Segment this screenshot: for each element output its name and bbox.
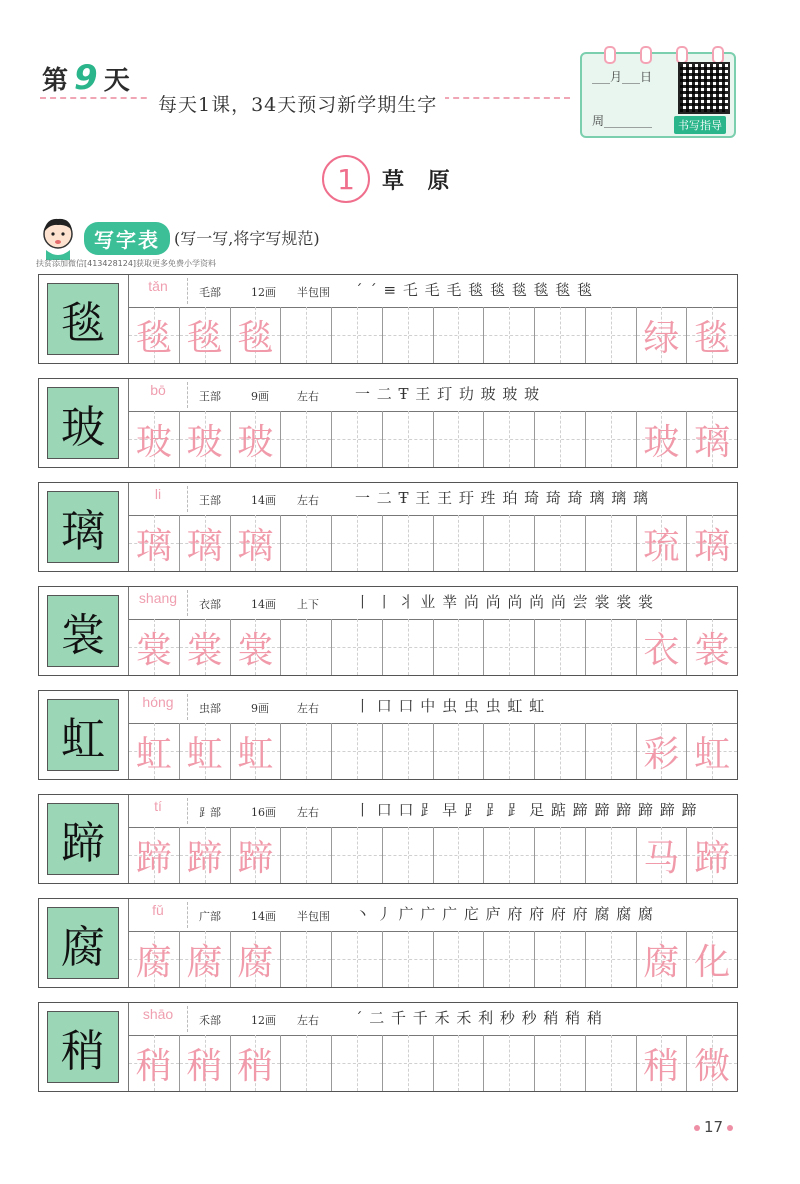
section-heading xyxy=(36,214,476,274)
trace-character: 腐 xyxy=(237,941,274,983)
practice-cell[interactable] xyxy=(383,723,434,779)
table-row xyxy=(38,482,738,572)
main-character: 虹 xyxy=(47,699,119,771)
practice-cell[interactable] xyxy=(129,827,180,883)
trace-character: 裳 xyxy=(237,629,274,671)
practice-grid xyxy=(128,931,737,987)
header-subtitle: 每天1课，34天预习新学期生字 xyxy=(150,90,445,117)
stroke-count: 16画 xyxy=(251,806,276,819)
stroke-order: 一 二 Ŧ 王 玎 玏 玻 玻 玻 xyxy=(355,385,541,403)
practice-cell[interactable] xyxy=(637,1035,688,1091)
practice-cell[interactable] xyxy=(637,723,688,779)
trace-character: 玻 xyxy=(186,421,223,463)
practice-cell[interactable] xyxy=(231,1035,282,1091)
structure-label: 左右 xyxy=(297,390,319,403)
date-box xyxy=(580,52,736,138)
radical-label: 虫部 xyxy=(199,702,221,715)
table-row xyxy=(38,794,738,884)
practice-cell[interactable] xyxy=(129,515,180,571)
practice-grid xyxy=(128,723,737,779)
structure-label: 半包围 xyxy=(297,910,330,923)
practice-grid xyxy=(128,411,737,467)
trace-character: 彩 xyxy=(643,733,680,775)
trace-character: 虹 xyxy=(186,733,223,775)
practice-cell[interactable] xyxy=(180,515,231,571)
practice-cell[interactable] xyxy=(281,619,332,675)
trace-character: 裳 xyxy=(135,629,172,671)
student-icon xyxy=(36,214,82,260)
character-info xyxy=(128,899,737,932)
practice-cell[interactable] xyxy=(484,1035,535,1091)
day-number: 9 xyxy=(74,58,98,98)
trace-character: 化 xyxy=(694,941,731,983)
practice-cell[interactable] xyxy=(484,827,535,883)
stroke-count: 14画 xyxy=(251,494,276,507)
practice-cell[interactable] xyxy=(383,307,434,363)
main-character: 毯 xyxy=(47,283,119,355)
practice-cell[interactable] xyxy=(231,723,282,779)
practice-cell[interactable] xyxy=(332,723,383,779)
trace-character: 璃 xyxy=(694,421,731,463)
pinyin-label: li xyxy=(129,486,188,512)
stroke-count: 14画 xyxy=(251,598,276,611)
practice-cell[interactable] xyxy=(281,307,332,363)
main-character: 璃 xyxy=(47,491,119,563)
trace-character: 玻 xyxy=(643,421,680,463)
practice-cell[interactable] xyxy=(129,931,180,987)
practice-cell[interactable] xyxy=(383,827,434,883)
practice-cell[interactable] xyxy=(180,1035,231,1091)
trace-character: 稍 xyxy=(237,1045,274,1087)
practice-grid xyxy=(128,1035,737,1091)
practice-cell[interactable] xyxy=(231,931,282,987)
trace-character: 裳 xyxy=(694,629,731,671)
pinyin-label: shāo xyxy=(129,1006,188,1032)
practice-cell[interactable] xyxy=(332,411,383,467)
weekday-field[interactable]: 周________ xyxy=(592,114,653,128)
practice-cell[interactable] xyxy=(332,515,383,571)
practice-cell[interactable] xyxy=(484,307,535,363)
character-info xyxy=(128,795,737,828)
practice-cell[interactable] xyxy=(383,619,434,675)
practice-cell[interactable] xyxy=(535,515,586,571)
practice-cell[interactable] xyxy=(281,827,332,883)
structure-label: 左右 xyxy=(297,702,319,715)
trace-character: 稍 xyxy=(643,1045,680,1087)
practice-cell[interactable] xyxy=(687,723,737,779)
trace-character: 蹄 xyxy=(135,837,172,879)
practice-cell[interactable] xyxy=(586,515,637,571)
stroke-count: 12画 xyxy=(251,1014,276,1027)
pinyin-label: shang xyxy=(129,590,188,616)
practice-cell[interactable] xyxy=(332,931,383,987)
trace-character: 毯 xyxy=(694,317,731,359)
trace-character: 稍 xyxy=(186,1045,223,1087)
pinyin-label: tǎn xyxy=(129,278,188,304)
trace-character: 虹 xyxy=(694,733,731,775)
lesson-number: 1 xyxy=(322,155,370,203)
main-character: 腐 xyxy=(47,907,119,979)
structure-label: 左右 xyxy=(297,806,319,819)
practice-cell[interactable] xyxy=(434,619,485,675)
trace-character: 玻 xyxy=(135,421,172,463)
practice-cell[interactable] xyxy=(586,411,637,467)
practice-cell[interactable] xyxy=(687,515,737,571)
trace-character: 蹄 xyxy=(186,837,223,879)
table-row xyxy=(38,898,738,988)
table-row xyxy=(38,378,738,468)
practice-cell[interactable] xyxy=(535,931,586,987)
practice-grid xyxy=(128,515,737,571)
trace-character: 腐 xyxy=(186,941,223,983)
practice-cell[interactable] xyxy=(687,619,737,675)
practice-cell[interactable] xyxy=(281,931,332,987)
practice-cell[interactable] xyxy=(484,723,535,779)
stroke-order: 丨 口 口 中 虫 虫 虫 虹 虹 xyxy=(355,697,546,715)
stroke-count: 12画 xyxy=(251,286,276,299)
character-info xyxy=(128,483,737,516)
practice-cell[interactable] xyxy=(687,827,737,883)
practice-cell[interactable] xyxy=(383,1035,434,1091)
practice-cell[interactable] xyxy=(281,723,332,779)
practice-cell[interactable] xyxy=(637,411,688,467)
practice-cell[interactable] xyxy=(180,931,231,987)
radical-label: 王部 xyxy=(199,390,221,403)
pinyin-label: bō xyxy=(129,382,188,408)
practice-cell[interactable] xyxy=(180,619,231,675)
practice-cell[interactable] xyxy=(637,619,688,675)
main-character: 玻 xyxy=(47,387,119,459)
structure-label: 左右 xyxy=(297,494,319,507)
lesson-heading xyxy=(322,155,458,203)
practice-cell[interactable] xyxy=(535,827,586,883)
practice-cell[interactable] xyxy=(129,1035,180,1091)
stroke-count: 9画 xyxy=(251,702,269,715)
practice-cell[interactable] xyxy=(586,619,637,675)
practice-cell[interactable] xyxy=(586,827,637,883)
trace-character: 毯 xyxy=(135,317,172,359)
practice-cell[interactable] xyxy=(434,723,485,779)
practice-cell[interactable] xyxy=(434,931,485,987)
practice-cell[interactable] xyxy=(637,827,688,883)
practice-cell[interactable] xyxy=(180,307,231,363)
table-row xyxy=(38,274,738,364)
character-info xyxy=(128,379,737,412)
practice-grid xyxy=(128,619,737,675)
trace-character: 蹄 xyxy=(694,837,731,879)
character-info xyxy=(128,275,737,308)
practice-cell[interactable] xyxy=(180,411,231,467)
trace-character: 蹄 xyxy=(237,837,274,879)
section-note: (写一写,将字写规范) xyxy=(174,229,320,248)
structure-label: 左右 xyxy=(297,1014,319,1027)
practice-cell[interactable] xyxy=(383,411,434,467)
practice-cell[interactable] xyxy=(180,723,231,779)
radical-label: 广部 xyxy=(199,910,221,923)
practice-cell[interactable] xyxy=(281,1035,332,1091)
character-info xyxy=(128,1003,737,1036)
practice-cell[interactable] xyxy=(281,411,332,467)
practice-cell[interactable] xyxy=(231,827,282,883)
dot-icon xyxy=(727,1125,733,1131)
qr-code-icon[interactable] xyxy=(678,62,730,114)
trace-character: 虹 xyxy=(237,733,274,775)
radical-label: 王部 xyxy=(199,494,221,507)
practice-cell[interactable] xyxy=(129,723,180,779)
character-info xyxy=(128,587,737,620)
practice-cell[interactable] xyxy=(484,515,535,571)
practice-cell[interactable] xyxy=(637,931,688,987)
trace-character: 虹 xyxy=(135,733,172,775)
trace-character: 毯 xyxy=(186,317,223,359)
practice-cell[interactable] xyxy=(129,307,180,363)
day-label xyxy=(42,58,130,98)
stroke-order: 丨 口 口 ⻊ 早 ⻊ ⻊ ⻊ 足 踮 蹄 蹄 蹄 蹄 蹄 蹄 xyxy=(355,801,698,819)
practice-cell[interactable] xyxy=(586,931,637,987)
practice-cell[interactable] xyxy=(484,619,535,675)
day-suffix: 天 xyxy=(103,66,130,96)
radical-label: ⻊部 xyxy=(199,806,221,819)
trace-character: 腐 xyxy=(135,941,172,983)
section-tag: 写字表 xyxy=(84,222,170,255)
pinyin-label: fǔ xyxy=(129,902,188,928)
trace-character: 微 xyxy=(694,1045,731,1087)
stroke-count: 14画 xyxy=(251,910,276,923)
table-row xyxy=(38,690,738,780)
stroke-count: 9画 xyxy=(251,390,269,403)
practice-cell[interactable] xyxy=(484,931,535,987)
ring-icon xyxy=(604,46,616,64)
page-number-text: 17 xyxy=(704,1118,724,1136)
radical-label: 衣部 xyxy=(199,598,221,611)
practice-cell[interactable] xyxy=(484,411,535,467)
trace-character: 璃 xyxy=(237,525,274,567)
practice-cell[interactable] xyxy=(281,515,332,571)
practice-cell[interactable] xyxy=(231,411,282,467)
stroke-order: ´ 二 千 千 禾 禾 利 秒 秒 稍 稍 稍 xyxy=(355,1009,603,1027)
dot-icon xyxy=(694,1125,700,1131)
practice-cell[interactable] xyxy=(383,931,434,987)
qr-label: 书写指导 xyxy=(674,116,726,134)
trace-character: 衣 xyxy=(643,629,680,671)
date-field[interactable]: ___月___日 xyxy=(592,70,653,84)
stroke-order: 丶 丿 广 广 广 庀 庐 府 府 府 府 腐 腐 腐 xyxy=(355,905,654,923)
practice-cell[interactable] xyxy=(434,411,485,467)
practice-cell[interactable] xyxy=(687,931,737,987)
main-character: 稍 xyxy=(47,1011,119,1083)
radical-label: 毛部 xyxy=(199,286,221,299)
practice-cell[interactable] xyxy=(434,307,485,363)
practice-cell[interactable] xyxy=(231,515,282,571)
practice-cell[interactable] xyxy=(586,307,637,363)
character-info xyxy=(128,691,737,724)
practice-grid xyxy=(128,307,737,363)
practice-cell[interactable] xyxy=(332,1035,383,1091)
practice-cell[interactable] xyxy=(129,411,180,467)
practice-cell[interactable] xyxy=(434,515,485,571)
day-prefix: 第 xyxy=(42,66,69,96)
structure-label: 半包围 xyxy=(297,286,330,299)
practice-cell[interactable] xyxy=(586,1035,637,1091)
practice-cell[interactable] xyxy=(231,619,282,675)
practice-cell[interactable] xyxy=(332,827,383,883)
practice-cell[interactable] xyxy=(180,827,231,883)
trace-character: 毯 xyxy=(237,317,274,359)
trace-character: 绿 xyxy=(643,317,680,359)
stroke-order: ´ ´ ≡ 乇 毛 毛 毯 毯 毯 毯 毯 毯 xyxy=(355,281,594,299)
practice-grid xyxy=(128,827,737,883)
practice-cell[interactable] xyxy=(535,723,586,779)
main-character: 裳 xyxy=(47,595,119,667)
practice-cell[interactable] xyxy=(687,1035,737,1091)
stroke-order: 一 二 Ŧ 王 王 玗 珄 珀 琦 琦 琦 璃 璃 璃 xyxy=(355,489,649,507)
practice-cell[interactable] xyxy=(535,619,586,675)
practice-cell[interactable] xyxy=(434,827,485,883)
practice-cell[interactable] xyxy=(434,1035,485,1091)
practice-cell[interactable] xyxy=(586,723,637,779)
table-row xyxy=(38,1002,738,1092)
ring-icon xyxy=(640,46,652,64)
page-number xyxy=(690,1118,737,1136)
practice-cell[interactable] xyxy=(687,411,737,467)
practice-cell[interactable] xyxy=(383,515,434,571)
trace-character: 璃 xyxy=(186,525,223,567)
practice-cell[interactable] xyxy=(535,411,586,467)
section-small-note: 扶贫添加微信[413428124]获取更多免费小学资料 xyxy=(36,259,217,268)
main-character: 蹄 xyxy=(47,803,119,875)
practice-cell[interactable] xyxy=(332,307,383,363)
practice-cell[interactable] xyxy=(637,307,688,363)
trace-character: 璃 xyxy=(694,525,731,567)
trace-character: 琉 xyxy=(643,525,680,567)
stroke-order: 丨 丨 丬 业 丵 尚 尚 尚 尚 尚 尝 裳 裳 裳 xyxy=(355,593,654,611)
practice-cell[interactable] xyxy=(129,619,180,675)
practice-cell[interactable] xyxy=(535,1035,586,1091)
radical-label: 禾部 xyxy=(199,1014,221,1027)
page-header xyxy=(0,0,800,150)
pinyin-label: hóng xyxy=(129,694,188,720)
trace-character: 璃 xyxy=(135,525,172,567)
practice-cell[interactable] xyxy=(637,515,688,571)
practice-cell[interactable] xyxy=(231,307,282,363)
practice-cell[interactable] xyxy=(687,307,737,363)
trace-character: 裳 xyxy=(186,629,223,671)
practice-cell[interactable] xyxy=(535,307,586,363)
character-table xyxy=(38,274,738,1106)
structure-label: 上下 xyxy=(297,598,319,611)
trace-character: 腐 xyxy=(643,941,680,983)
pinyin-label: tí xyxy=(129,798,188,824)
trace-character: 稍 xyxy=(135,1045,172,1087)
lesson-title: 草 原 xyxy=(382,168,458,194)
table-row xyxy=(38,586,738,676)
trace-character: 玻 xyxy=(237,421,274,463)
practice-cell[interactable] xyxy=(332,619,383,675)
trace-character: 马 xyxy=(643,837,680,879)
